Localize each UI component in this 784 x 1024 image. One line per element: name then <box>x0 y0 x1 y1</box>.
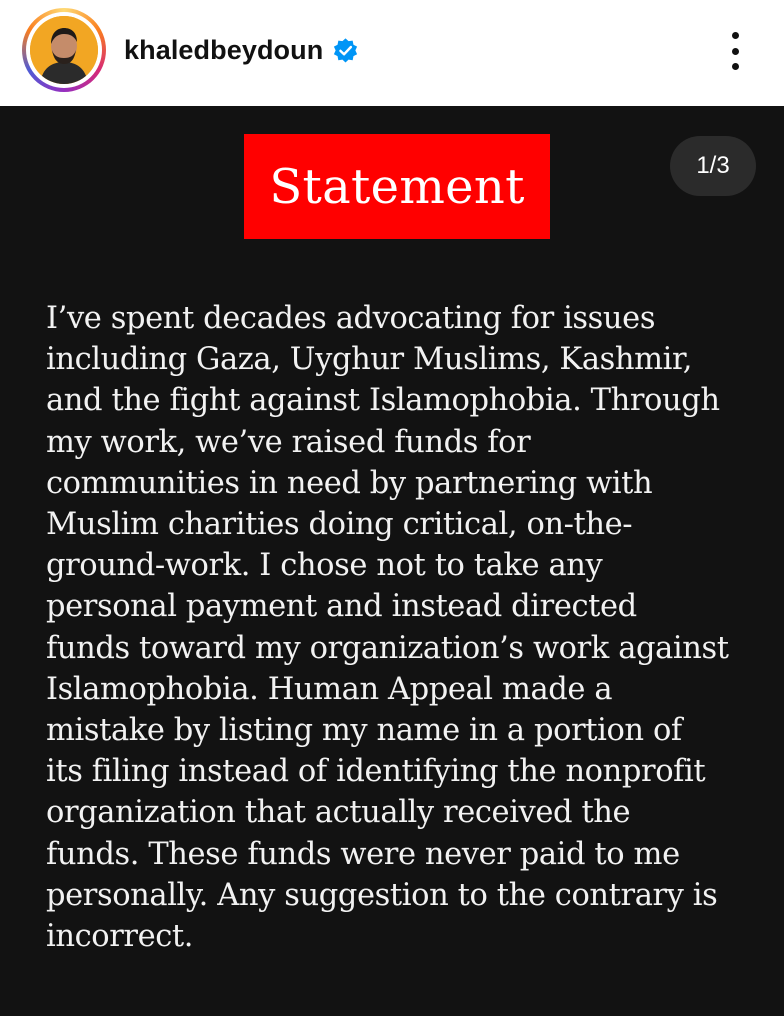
story-ring[interactable] <box>22 8 106 92</box>
username-link[interactable]: khaledbeydoun <box>124 34 324 65</box>
dot-icon <box>732 32 739 39</box>
body-line: incorrect. <box>46 919 194 955</box>
dot-icon <box>732 63 739 70</box>
dot-icon <box>732 48 739 55</box>
slide-counter-badge: 1/3 <box>670 136 756 196</box>
body-line: Islamophobia. Human Appeal made a <box>46 671 613 707</box>
body-line: funds. These funds were never paid to me <box>46 836 680 872</box>
avatar[interactable] <box>30 16 98 84</box>
post-header <box>0 0 784 106</box>
username-row <box>124 30 359 70</box>
statement-body <box>46 298 746 957</box>
body-line: communities in need by partnering with <box>46 465 653 501</box>
body-line: mistake by listing my name in a portion of <box>46 713 682 749</box>
body-line: funds toward my organization’s work against <box>46 630 729 666</box>
body-line: and the fight against Islamophobia. Through <box>46 383 720 419</box>
post-footer-edge <box>0 1016 784 1024</box>
body-line: ground-work. I chose not to take any <box>46 548 603 584</box>
body-line: organization that actually received the <box>46 795 631 831</box>
avatar-photo-icon <box>30 16 98 84</box>
body-line: personally. Any suggestion to the contrary is <box>46 877 718 913</box>
body-line: including Gaza, Uyghur Muslims, Kashmir, <box>46 342 693 378</box>
body-line: my work, we’ve raised funds for <box>46 424 531 460</box>
body-line: I’ve spent decades advocating for issues <box>46 301 656 336</box>
more-options-button[interactable] <box>718 26 752 76</box>
statement-title: Statement <box>269 158 525 215</box>
verified-badge-icon <box>332 37 359 64</box>
body-line: Muslim charities doing critical, on-the- <box>46 507 633 543</box>
statement-banner <box>244 134 550 239</box>
body-line: its filing instead of identifying the nonprofit <box>46 754 706 790</box>
body-line: personal payment and instead directed <box>46 589 637 625</box>
